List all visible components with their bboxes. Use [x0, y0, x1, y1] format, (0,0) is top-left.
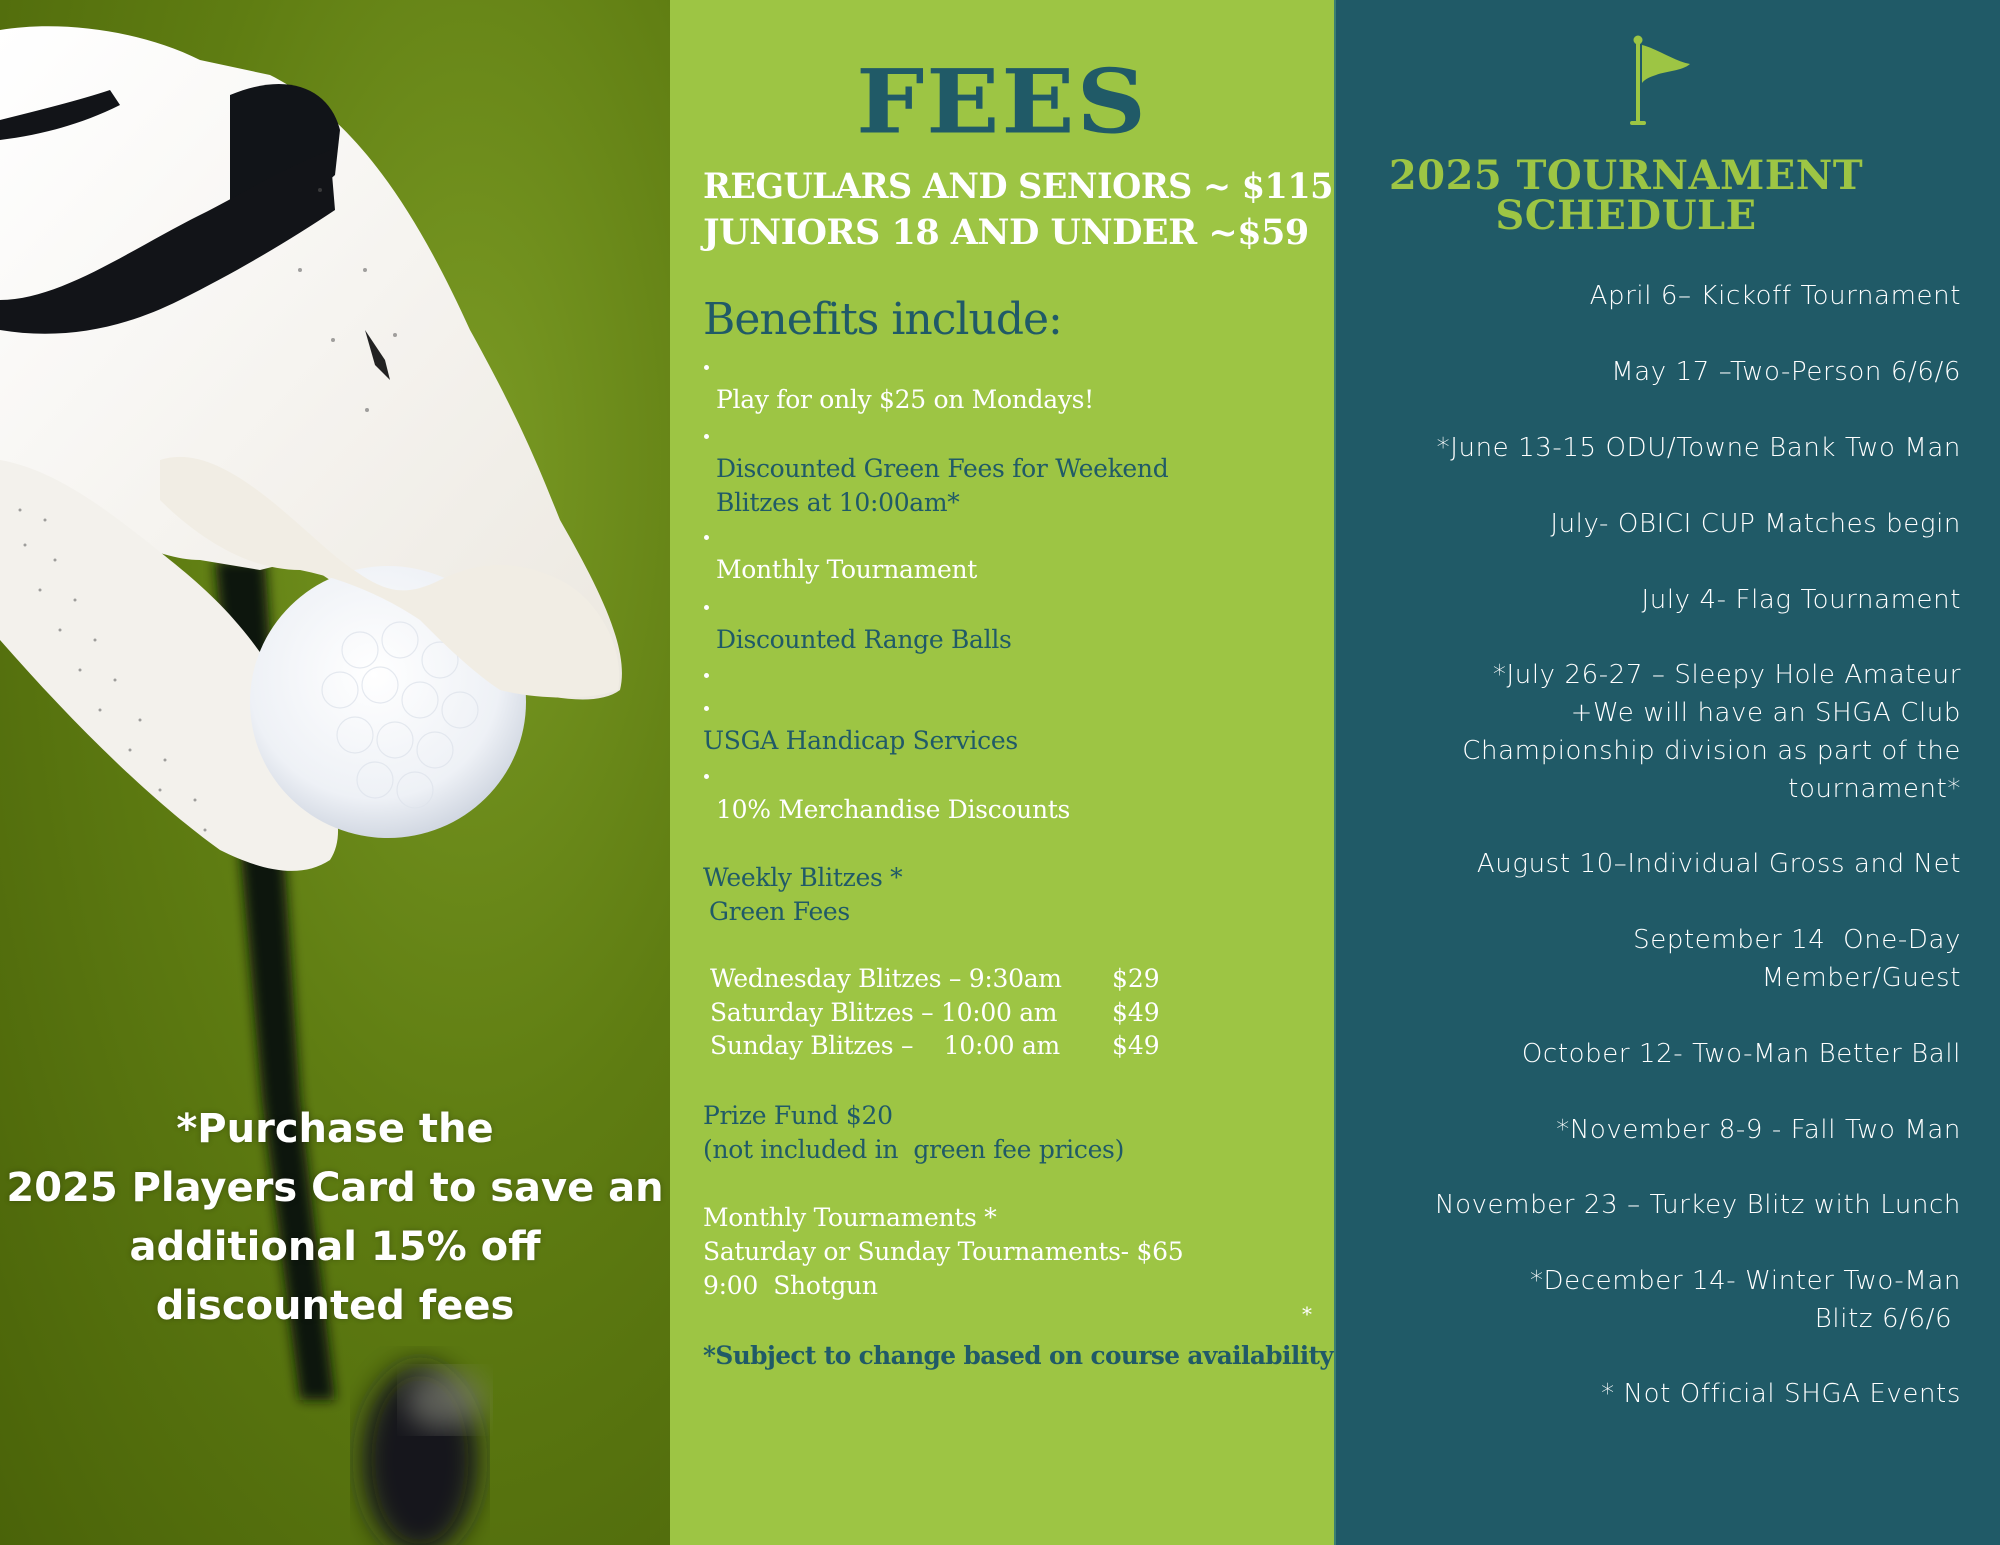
schedule-panel [1334, 0, 2000, 1545]
blitz-row-price: $49 [1112, 1031, 1160, 1060]
schedule-event: October 12- Two-Man Better Ball [1521, 1039, 1961, 1069]
prize-fund: Prize Fund $20 [703, 1101, 893, 1130]
schedule-event: * Not Official SHGA Events [1601, 1379, 1961, 1409]
bullet-dot [704, 365, 709, 370]
rate-juniors: JUNIORS 18 AND UNDER ~$59 [703, 212, 1309, 253]
schedule-event: *November 8-9 - Fall Two Man [1556, 1115, 1961, 1145]
schedule-event: July 4- Flag Tournament [1641, 585, 1961, 615]
blitz-row-label: Saturday Blitzes – 10:00 am [710, 998, 1058, 1027]
prize-fund-note: (not included in green fee prices) [703, 1135, 1125, 1164]
schedule-event-continued: tournament* [1788, 774, 1961, 804]
schedule-event: *December 14- Winter Two-Man [1529, 1266, 1961, 1296]
schedule-event: May 17 –Two-Person 6/6/6 [1611, 357, 1961, 387]
schedule-event: August 10–Individual Gross and Net [1476, 849, 1961, 879]
blitz-row-price: $29 [1112, 964, 1160, 993]
green-fees-subheading: Green Fees [709, 897, 850, 926]
fees-title: FEES [856, 49, 1148, 154]
stray-asterisk: * [1302, 1302, 1312, 1326]
blitz-row-label: Sunday Blitzes – 10:00 am [710, 1031, 1060, 1060]
monthly-tournaments-price: Saturday or Sunday Tournaments- $65 [703, 1237, 1184, 1266]
benefit-item: Discounted Green Fees for Weekend [716, 454, 1169, 483]
players-card-promo [0, 1100, 670, 1336]
bullet-dot [704, 605, 709, 610]
monthly-tournaments-time: 9:00 Shotgun [703, 1271, 878, 1300]
schedule-event: April 6– Kickoff Tournament [1589, 281, 1961, 311]
blitz-row-price: $49 [1112, 998, 1160, 1027]
blitz-row-label: Wednesday Blitzes – 9:30am [710, 964, 1062, 993]
monthly-tournaments-heading: Monthly Tournaments * [703, 1203, 997, 1232]
benefits-heading: Benefits include: [703, 294, 1062, 345]
schedule-event: *July 26-27 – Sleepy Hole Amateur [1492, 660, 1961, 690]
benefit-item: Discounted Range Balls [716, 625, 1012, 654]
bullet-dot [704, 673, 709, 678]
schedule-event: November 23 – Turkey Blitz with Lunch [1435, 1190, 1961, 1220]
schedule-event: *June 13-15 ODU/Towne Bank Two Man [1436, 433, 1961, 463]
promo-line: additional 15% off [129, 1224, 541, 1270]
bullet-dot [704, 535, 709, 540]
schedule-event-continued: +We will have an SHGA Club [1570, 698, 1961, 728]
availability-footnote: *Subject to change based on course availability [703, 1341, 1334, 1370]
bullet-dot [704, 434, 709, 439]
golf-flag-icon [1626, 35, 1706, 127]
bullet-dot [704, 774, 709, 779]
schedule-title-line1: 2025 TOURNAMENT [1388, 152, 1864, 199]
rate-regulars-seniors: REGULARS AND SENIORS ~ $115 [703, 166, 1333, 207]
schedule-title-line2: SCHEDULE [1495, 192, 1757, 239]
schedule-event-continued: Championship division as part of the [1462, 736, 1961, 766]
fees-panel [670, 0, 1334, 1545]
schedule-event-continued: Blitz 6/6/6 [1814, 1304, 1961, 1334]
photo-panel [0, 0, 670, 1545]
bullet-dot [704, 706, 709, 711]
promo-line: *Purchase the [176, 1106, 494, 1152]
schedule-event: September 14 One-Day [1633, 925, 1961, 955]
schedule-event: July- OBICI CUP Matches begin [1550, 509, 1961, 539]
benefit-item-continued: Blitzes at 10:00am* [716, 488, 960, 517]
weekly-blitzes-heading: Weekly Blitzes * [703, 863, 903, 892]
benefit-item: Play for only $25 on Mondays! [716, 385, 1094, 414]
benefit-item: Monthly Tournament [716, 555, 978, 584]
promo-line: discounted fees [155, 1283, 515, 1329]
schedule-event-continued: Member/Guest [1761, 963, 1961, 993]
promo-line: 2025 Players Card to save an [6, 1165, 664, 1211]
benefit-item: 10% Merchandise Discounts [716, 795, 1071, 824]
benefit-item: USGA Handicap Services [703, 726, 1018, 755]
